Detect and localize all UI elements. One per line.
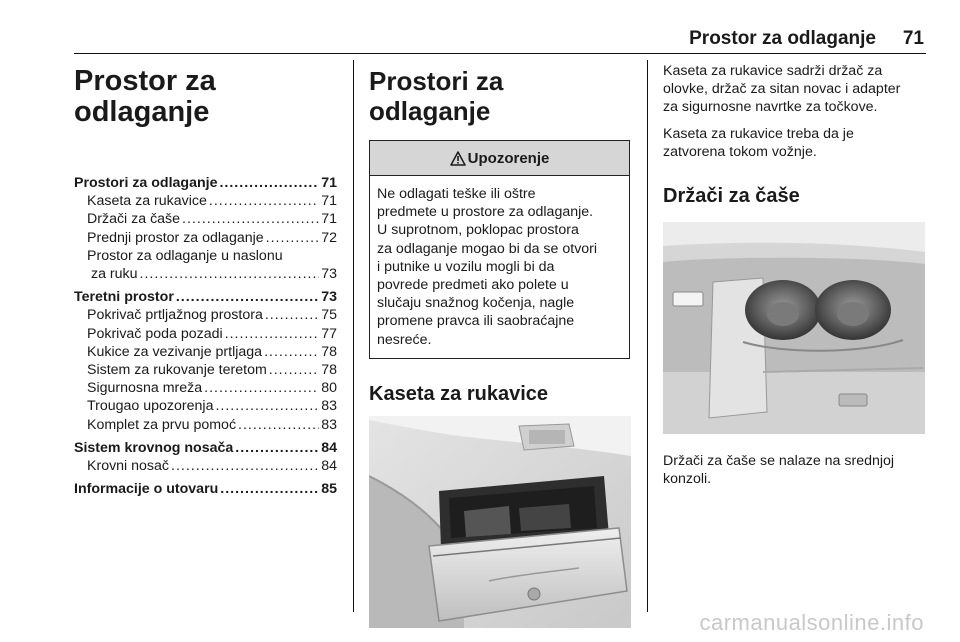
toc-entry-page: 84 bbox=[321, 458, 337, 475]
glovebox-photo bbox=[369, 416, 631, 628]
glovebox-paragraph-1 bbox=[663, 62, 926, 117]
toc-entry-title: Informacije o utovaru bbox=[74, 481, 219, 498]
toc-entry-title: Kukice za vezivanje prtljaga bbox=[87, 343, 263, 360]
page-number: 71 bbox=[902, 28, 924, 49]
toc-leader-dots bbox=[225, 325, 320, 343]
toc-entry bbox=[74, 361, 337, 379]
toc-leader-dots bbox=[171, 457, 319, 475]
chapter-title bbox=[74, 66, 337, 128]
chapter-title-line-2: odlaganje bbox=[74, 96, 210, 128]
text-line: olovke, držač za sitan novac i adapter bbox=[663, 81, 901, 98]
toc-entry bbox=[74, 457, 337, 475]
text-line: U suprotnom, poklopac prostora bbox=[377, 222, 579, 239]
toc-leader-dots bbox=[265, 306, 319, 324]
toc-leader-dots bbox=[219, 174, 319, 192]
toc-entry-title: Teretni prostor bbox=[74, 289, 174, 306]
toc-leader-dots bbox=[176, 288, 319, 306]
warning-triangle-icon bbox=[450, 151, 466, 166]
toc-entry-page: 78 bbox=[321, 343, 337, 360]
toc-entry bbox=[74, 247, 337, 265]
toc-entry-page: 73 bbox=[321, 289, 337, 306]
toc-entry-page: 77 bbox=[321, 325, 337, 342]
glovebox-illustration bbox=[369, 416, 631, 628]
warning-header bbox=[370, 141, 629, 176]
text-line: slučaju snažnog kočenja, nagle bbox=[377, 295, 575, 312]
toc-entry bbox=[74, 174, 337, 192]
text-line: za odlaganje mogao bi da se otvori bbox=[377, 240, 598, 257]
toc-entry-title: Trougao upozorenja bbox=[87, 398, 214, 415]
toc-entry-title: Sistem krovnog nosača bbox=[74, 439, 234, 456]
watermark: carmanualsonline.info bbox=[699, 610, 924, 635]
right-column bbox=[663, 62, 926, 488]
toc-entry bbox=[74, 192, 337, 210]
toc-entry bbox=[74, 379, 337, 397]
table-of-contents bbox=[74, 174, 337, 498]
toc-entry-title: Pokrivač prtljažnog prostora bbox=[87, 307, 263, 324]
toc-entry-page: 78 bbox=[321, 362, 337, 379]
toc-leader-dots bbox=[238, 416, 319, 434]
chapter-title-line-1: Prostor za bbox=[74, 65, 216, 97]
text-line: povrede predmeti ako polete u bbox=[377, 277, 569, 294]
toc-entry-title: Prostor za odlaganje u naslonu bbox=[87, 247, 283, 264]
toc-entry bbox=[74, 265, 337, 283]
text-line: Kaseta za rukavice treba da je bbox=[663, 125, 854, 142]
column-divider-2 bbox=[647, 60, 648, 612]
toc-entry-title: za ruku bbox=[91, 266, 138, 283]
text-line: Držači za čaše se nalaze na srednjoj bbox=[663, 453, 895, 470]
toc-entry bbox=[74, 325, 337, 343]
glovebox-paragraph-2 bbox=[663, 125, 926, 161]
toc-entry-page: 83 bbox=[321, 416, 337, 433]
toc-entry-page: 83 bbox=[321, 398, 337, 415]
toc-entry-title: Komplet za prvu pomoć bbox=[87, 416, 237, 433]
toc-entry bbox=[74, 416, 337, 434]
toc-entry-title: Držači za čaše bbox=[87, 211, 181, 228]
text-line: i putnike u vozilu mogli bi da bbox=[377, 258, 555, 275]
toc-entry-page: 84 bbox=[321, 439, 337, 456]
text-line: Kaseta za rukavice sadrži držač za bbox=[663, 63, 883, 79]
toc-entry-page: 71 bbox=[321, 175, 337, 191]
toc-entry-page: 75 bbox=[321, 307, 337, 324]
toc-entry-page: 80 bbox=[321, 380, 337, 397]
toc-entry-page: 85 bbox=[321, 481, 337, 498]
toc-entry-page: 71 bbox=[321, 211, 337, 228]
text-line: predmete u prostore za odlaganje. bbox=[377, 204, 594, 221]
text-line: konzoli. bbox=[663, 471, 712, 488]
cupholders-heading: Držači za čaše bbox=[663, 185, 800, 208]
column-divider-1 bbox=[353, 60, 354, 612]
cupholders-illustration bbox=[663, 222, 925, 434]
section-title: Prostori za odlaganje bbox=[369, 66, 504, 126]
toc-entry-page: 73 bbox=[321, 266, 337, 283]
text-line: za sigurnosne navrtke za točkove. bbox=[663, 99, 878, 116]
toc-leader-dots bbox=[215, 397, 319, 415]
toc-entry bbox=[74, 306, 337, 324]
toc-entry-title: Kaseta za rukavice bbox=[87, 193, 207, 210]
toc-entry-page: 72 bbox=[321, 229, 337, 246]
toc-entry bbox=[74, 397, 337, 415]
warning-text bbox=[370, 176, 629, 358]
toc-entry-page: 71 bbox=[321, 193, 337, 210]
toc-entry bbox=[74, 229, 337, 247]
toc-entry-title: Prostori za odlaganje bbox=[74, 175, 218, 191]
toc-leader-dots bbox=[264, 343, 319, 361]
toc-leader-dots bbox=[209, 192, 319, 210]
toc-leader-dots bbox=[266, 229, 320, 247]
toc-entry bbox=[74, 439, 337, 457]
header-title: Prostor za odlaganje bbox=[689, 28, 876, 49]
toc-leader-dots bbox=[182, 210, 319, 228]
text-line: Ne odlagati teške ili oštre bbox=[377, 186, 536, 202]
warning-box bbox=[369, 140, 630, 359]
header-rule bbox=[74, 53, 926, 54]
toc-entry-title: Pokrivač poda pozadi bbox=[87, 325, 223, 342]
toc-entry-title: Sistem za rukovanje teretom bbox=[87, 362, 267, 379]
glovebox-heading: Kaseta za rukavice bbox=[369, 382, 549, 405]
toc-leader-dots bbox=[269, 361, 319, 379]
text-line: zatvorena tokom vožnje. bbox=[663, 143, 817, 160]
toc-entry-title: Krovni nosač bbox=[87, 458, 170, 475]
toc-entry bbox=[74, 480, 337, 498]
toc-leader-dots bbox=[140, 265, 320, 283]
toc-leader-dots bbox=[220, 480, 319, 498]
toc-entry-title: Prednji prostor za odlaganje bbox=[87, 229, 264, 246]
toc-column bbox=[74, 62, 337, 498]
toc-entry bbox=[74, 343, 337, 361]
cupholders-photo bbox=[663, 222, 925, 434]
toc-leader-dots bbox=[204, 379, 319, 397]
toc-leader-dots bbox=[235, 439, 319, 457]
toc-entry bbox=[74, 210, 337, 228]
toc-entry-title: Sigurnosna mreža bbox=[87, 380, 203, 397]
text-line: nesreće. bbox=[377, 331, 432, 348]
middle-column bbox=[369, 62, 631, 628]
toc-entry bbox=[74, 288, 337, 306]
warning-label: Upozorenje bbox=[467, 149, 550, 167]
cupholders-caption bbox=[663, 452, 926, 488]
text-line: promene pravca ili saobraćajne bbox=[377, 313, 575, 330]
